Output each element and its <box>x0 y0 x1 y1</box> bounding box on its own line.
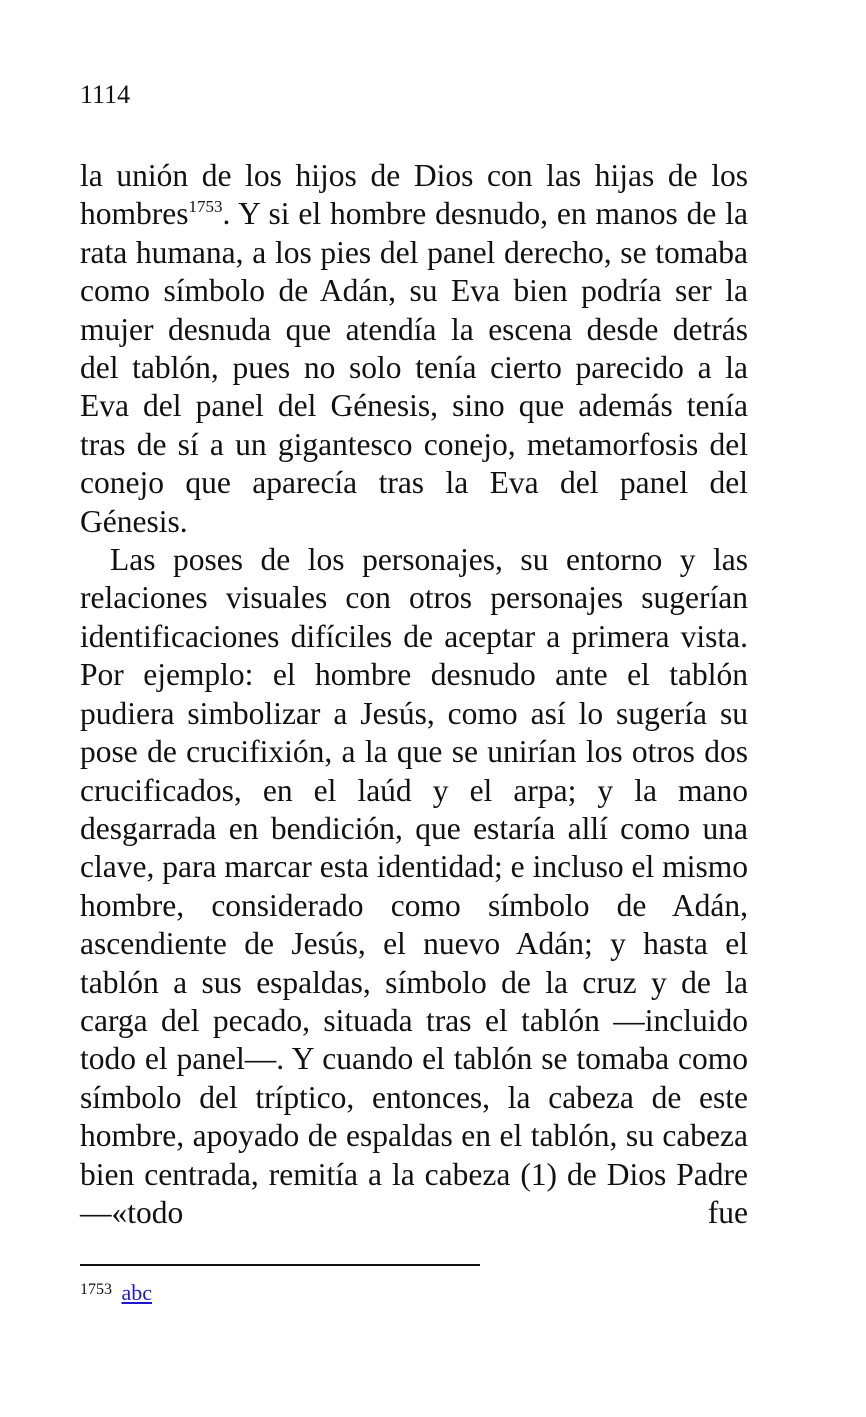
footnote <box>80 1280 152 1306</box>
paragraph-1 <box>80 157 748 541</box>
page-number: 1114 <box>80 80 131 109</box>
paragraph-1-text-b: . Y si el hombre desnudo, en manos de la rata humana, a los pies del panel derecho, se tomaba como símbolo de Adán, su Eva bien podría ser la mujer desnuda que atendía la escena desde detrás del tablón, pues no solo tenía cierto parecido a la Eva del panel del Génesis, sino que además tenía tras de sí a un gigantesco conejo, metamorfosis del conejo que aparecía tras la Eva del panel del Génesis. <box>80 196 748 539</box>
paragraph-2-text: Las poses de los personajes, su entorno y las relaciones visuales con otros personajes sugerían identificaciones difíciles de aceptar a primera vista. Por ejemplo: el hombre desnudo ante el tablón pudiera simbolizar a Jesús, como así lo sugería su pose de crucifixión, a la que se unirían los otros dos crucificados, en el laúd y el arpa; y la mano desgarrada en bendición, que estaría allí como una clave, para marcar esta identidad; e incluso el mismo hombre, considerado como símbolo de Adán, ascendiente de Jesús, el nuevo Adán; y hasta el tablón a sus espaldas, símbolo de la cruz y de la carga del pecado, situada tras el tablón —incluido todo el panel—. Y cuando el tablón se tomaba como símbolo del tríptico, entonces, la cabeza de este hombre, apoyado de espaldas en el tablón, su cabeza bien centrada, remitía a la cabeza (1) de Dios Padre —«todo fue <box>80 542 748 1230</box>
footnote-link[interactable]: abc <box>121 1280 153 1305</box>
footnote-number: 1753 <box>80 1281 112 1298</box>
paragraph-2 <box>80 541 748 1232</box>
footnote-divider <box>80 1264 480 1266</box>
paragraph-1-text-a: la unión de los hijos de Dios con las hijas de los hombres <box>80 158 748 232</box>
body-text <box>80 157 748 1232</box>
footnote-reference[interactable]: 1753 <box>188 197 223 217</box>
